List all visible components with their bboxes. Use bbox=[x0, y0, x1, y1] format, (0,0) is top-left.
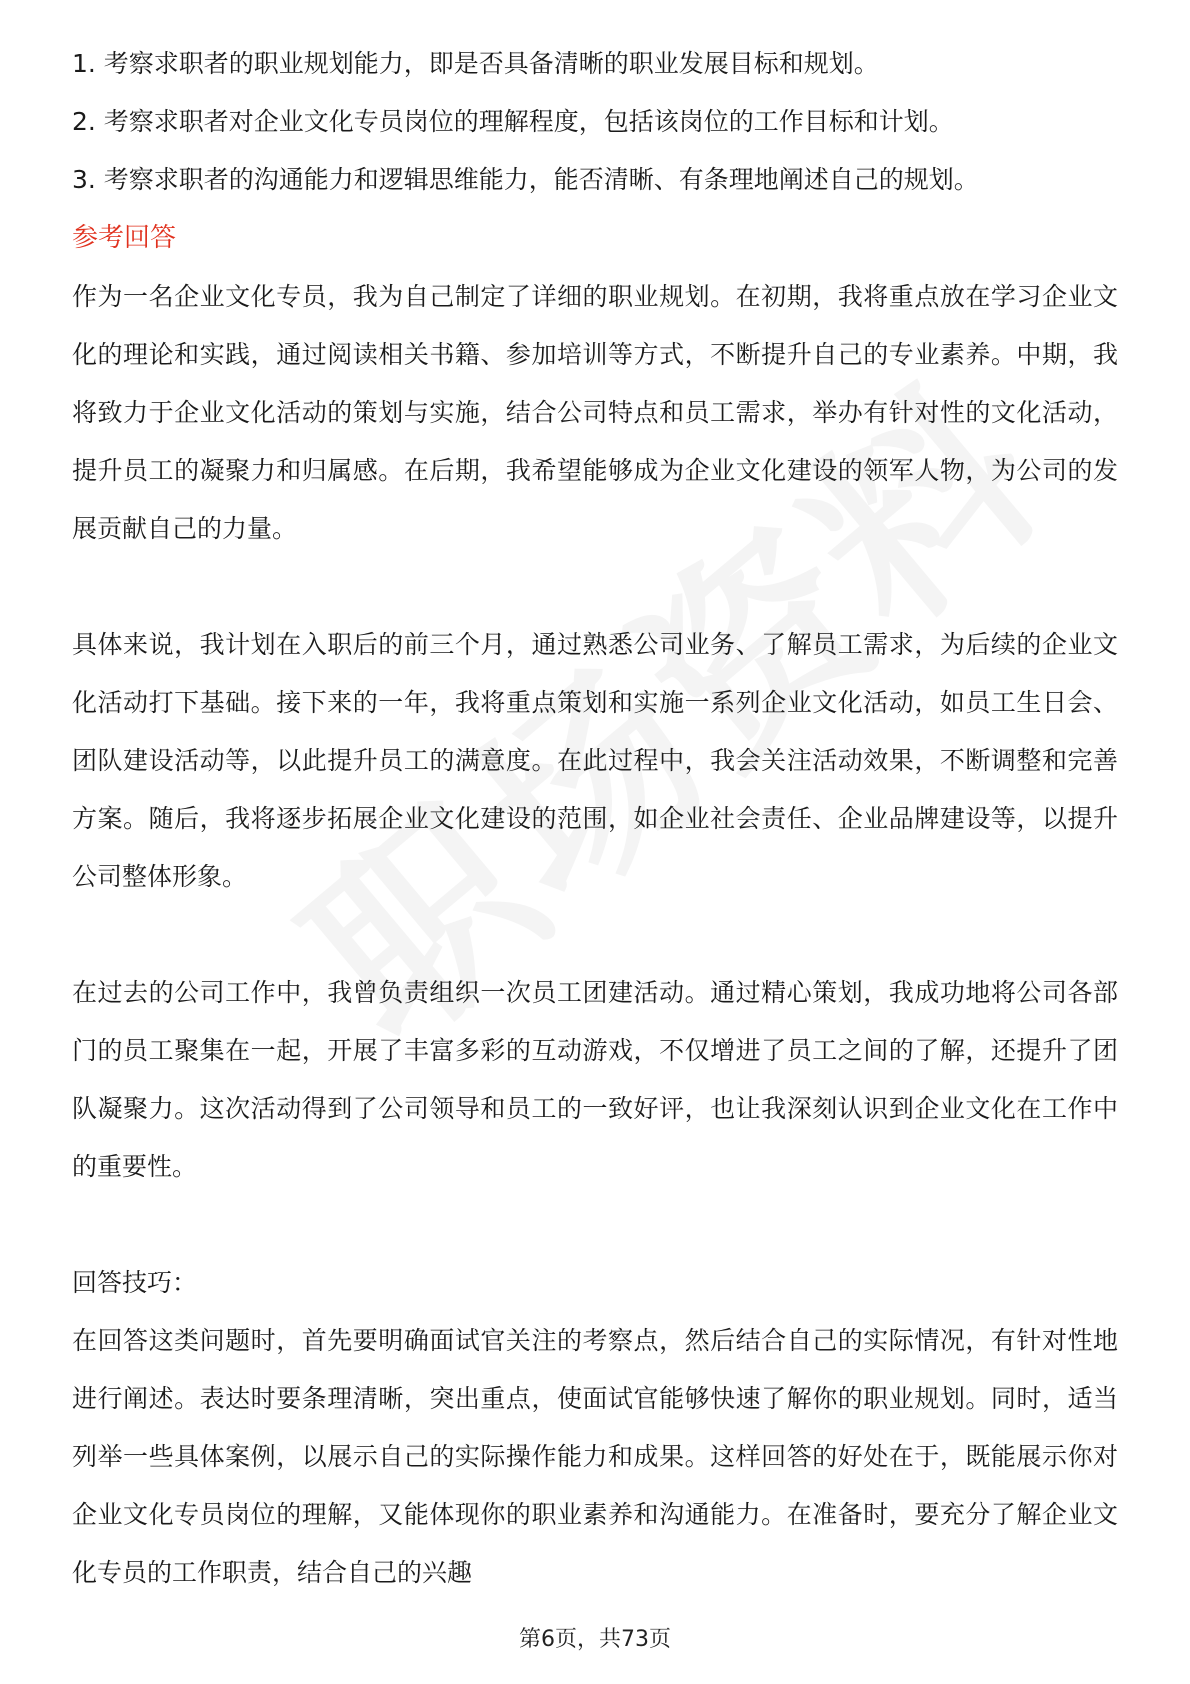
list-item: 1. 考察求职者的职业规划能力，即是否具备清晰的职业发展目标和规划。 bbox=[72, 49, 879, 78]
answer-paragraph-2: 具体来说，我计划在入职后的前三个月，通过熟悉公司业务、了解员工需求，为后续的企业文化活动打下基础。接下来的一年，我将重点策划和实施一系列企业文化活动，如员工生日会、团队建设活动等，以此提升员工的满意度。在此过程中，我会关注活动效果，不断调整和完善方案。随后，我将逐步拓展企业文化建设的范围，如企业社会责任、企业品牌建设等，以提升公司整体形象。 bbox=[72, 630, 1118, 891]
paragraph-gap bbox=[72, 558, 1118, 616]
answer-paragraph-1: 作为一名企业文化专员，我为自己制定了详细的职业规划。在初期，我将重点放在学习企业文化的理论和实践，通过阅读相关书籍、参加培训等方式，不断提升自己的专业素养。中期，我将致力于企业文化活动的策划与实施，结合公司特点和员工需求，举办有针对性的文化活动，提升员工的凝聚力和归属感。在后期，我希望能够成为企业文化建设的领军人物，为公司的发展贡献自己的力量。 bbox=[72, 282, 1118, 543]
section-title: 参考回答 bbox=[72, 223, 177, 253]
tips-title: 回答技巧： bbox=[72, 1268, 198, 1297]
list-item: 2. 考察求职者对企业文化专员岗位的理解程度，包括该岗位的工作目标和计划。 bbox=[72, 107, 954, 136]
page-number: 第6页，共73页 bbox=[519, 1627, 671, 1652]
tips-paragraph: 在回答这类问题时，首先要明确面试官关注的考察点，然后结合自己的实际情况，有针对性地进行阐述。表达时要条理清晰，突出重点，使面试官能够快速了解你的职业规划。同时，适当列举一些具体案例，以展示自己的实际操作能力和成果。这样回答的好处在于，既能展示你对企业文化专员岗位的理解，又能体现你的职业素养和沟通能力。在准备时，要充分了解企业文化专员的工作职责，结合自己的兴趣 bbox=[72, 1326, 1118, 1587]
paragraph-gap bbox=[72, 906, 1118, 964]
page-content bbox=[72, 46, 1118, 1602]
answer-paragraph-3: 在过去的公司工作中，我曾负责组织一次员工团建活动。通过精心策划，我成功地将公司各部门的员工聚集在一起，开展了丰富多彩的互动游戏，不仅增进了员工之间的了解，还提升了团队凝聚力。这次活动得到了公司领导和员工的一致好评，也让我深刻认识到企业文化在工作中的重要性。 bbox=[72, 978, 1118, 1181]
paragraph-gap bbox=[72, 1196, 1118, 1254]
list-item: 3. 考察求职者的沟通能力和逻辑思维能力，能否清晰、有条理地阐述自己的规划。 bbox=[72, 165, 979, 194]
